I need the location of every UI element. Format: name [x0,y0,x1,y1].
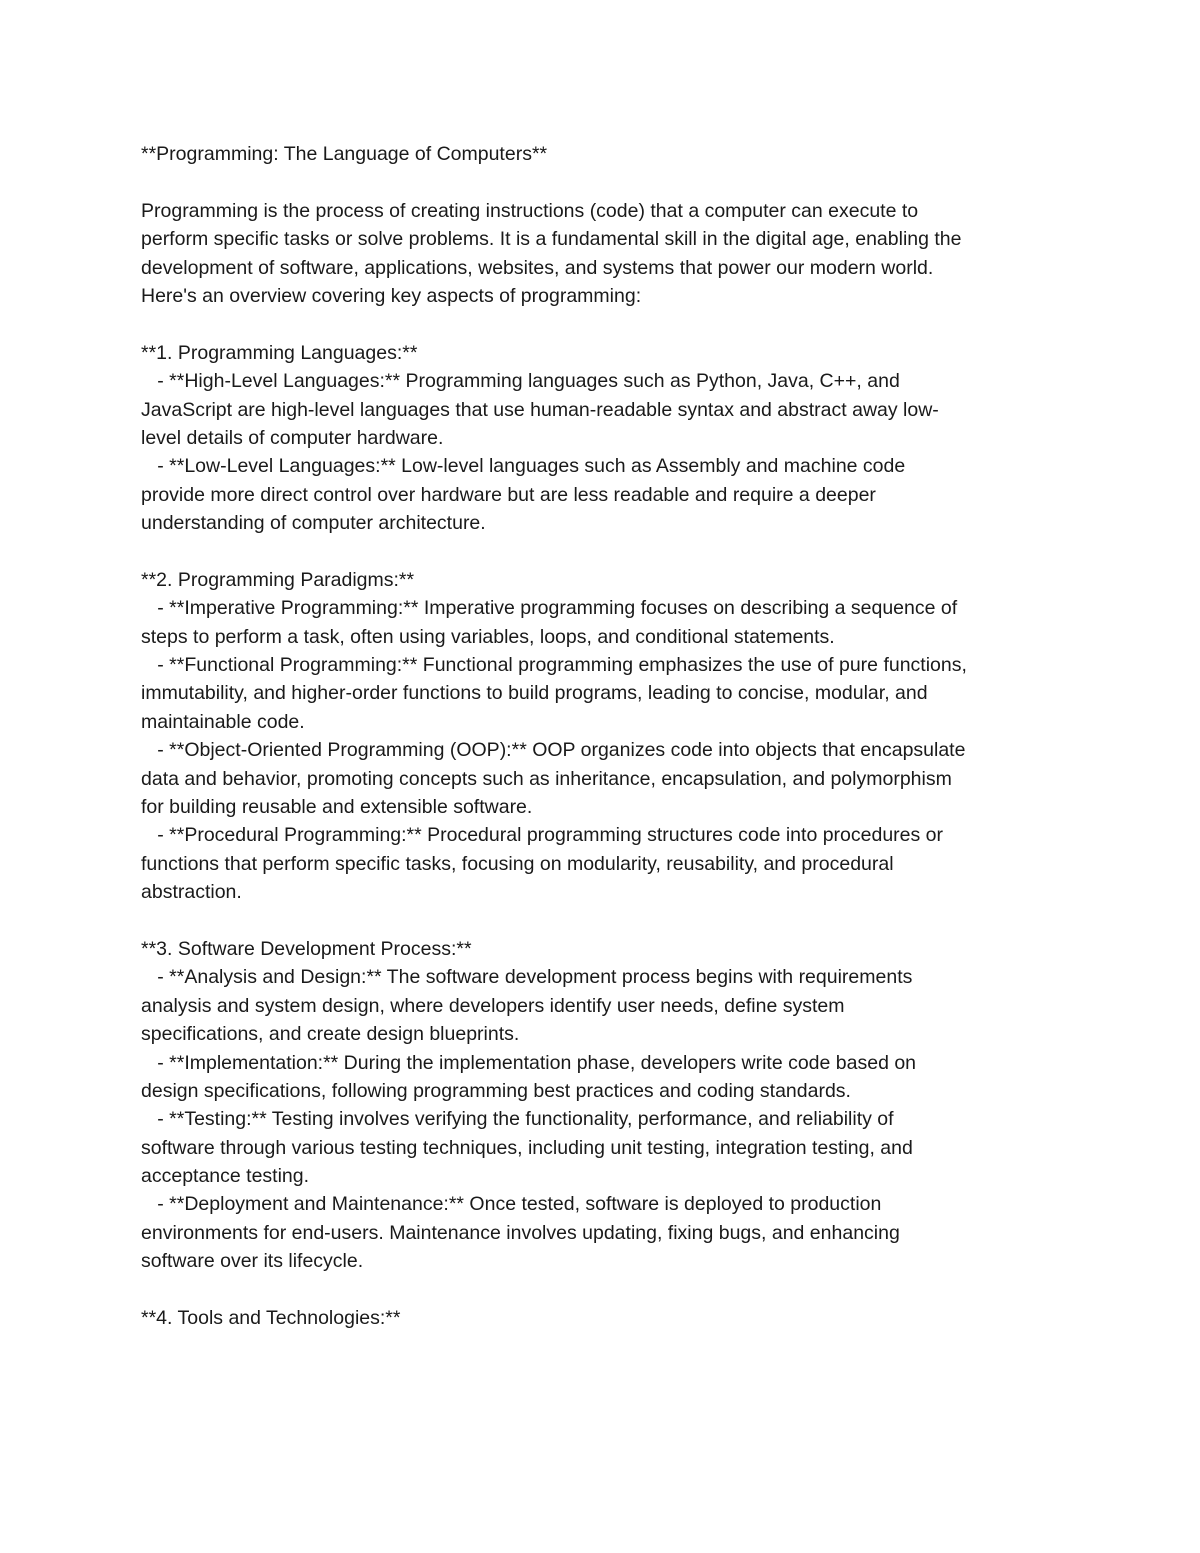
section-line: data and behavior, promoting concepts such as inheritance, encapsulation, and polymorphism [141,767,952,790]
section-line: provide more direct control over hardware but are less readable and require a deeper [141,483,876,506]
document-body [141,140,1101,1332]
intro-line: perform specific tasks or solve problems. It is a fundamental skill in the digital age, enabling the [141,228,962,251]
blank-line [141,310,1101,338]
section-line: - **Object-Oriented Programming (OOP):** OOP organizes code into objects that encapsulate [141,739,966,762]
blank-line [141,537,1101,565]
intro-line: Here's an overview covering key aspects of programming: [141,284,642,307]
intro-paragraph [141,197,1101,311]
section-line: maintainable code. [141,710,305,733]
section-line: specifications, and create design blueprints. [141,1023,520,1046]
section-line: - **Implementation:** During the implementation phase, developers write code based on [141,1051,917,1074]
blank-line [141,1276,1101,1304]
section-line: JavaScript are high-level languages that use human-readable syntax and abstract away low- [141,398,939,421]
section-line: level details of computer hardware. [141,426,444,449]
section-heading: **1. Programming Languages:** [141,341,418,364]
blank-line [141,168,1101,196]
section-line: - **Functional Programming:** Functional programming emphasizes the use of pure functions, [141,654,967,677]
section-line: understanding of computer architecture. [141,512,486,535]
intro-line: development of software, applications, websites, and systems that power our modern world. [141,256,934,279]
section-line: acceptance testing. [141,1165,310,1188]
section-line: - **Imperative Programming:** Imperative programming focuses on describing a sequence of [141,597,958,620]
section-line: steps to perform a task, often using variables, loops, and conditional statements. [141,625,835,648]
section-line: design specifications, following programming best practices and coding standards. [141,1079,851,1102]
blank-line [141,907,1101,935]
intro-line: Programming is the process of creating instructions (code) that a computer can execute to [141,199,919,222]
section-heading: **2. Programming Paradigms:** [141,568,415,591]
section-line: - **Low-Level Languages:** Low-level languages such as Assembly and machine code [141,455,906,478]
section-line: analysis and system design, where developers identify user needs, define system [141,994,845,1017]
section-line: immutability, and higher-order functions to build programs, leading to concise, modular, and [141,682,928,705]
section-programming-languages [141,339,1101,538]
section-line: software over its lifecycle. [141,1250,364,1273]
section-line: - **Deployment and Maintenance:** Once tested, software is deployed to production [141,1193,882,1216]
section-line: - **Procedural Programming:** Procedural programming structures code into procedures or [141,824,944,847]
section-software-development-process [141,935,1101,1276]
section-tools-and-technologies [141,1304,1101,1332]
section-line: - **Testing:** Testing involves verifying the functionality, performance, and reliability of [141,1108,894,1131]
section-line: software through various testing techniques, including unit testing, integration testing, and [141,1136,913,1159]
section-programming-paradigms [141,566,1101,907]
section-line: - **Analysis and Design:** The software development process begins with requirements [141,966,913,989]
section-line: functions that perform specific tasks, focusing on modularity, reusability, and procedural [141,852,894,875]
section-line: for building reusable and extensible software. [141,795,533,818]
section-heading: **4. Tools and Technologies:** [141,1307,401,1330]
section-heading: **3. Software Development Process:** [141,937,472,960]
section-line: - **High-Level Languages:** Programming languages such as Python, Java, C++, and [141,370,900,393]
document-title: **Programming: The Language of Computers** [141,143,548,165]
section-line: environments for end-users. Maintenance involves updating, fixing bugs, and enhancing [141,1221,900,1244]
section-line: abstraction. [141,881,242,904]
